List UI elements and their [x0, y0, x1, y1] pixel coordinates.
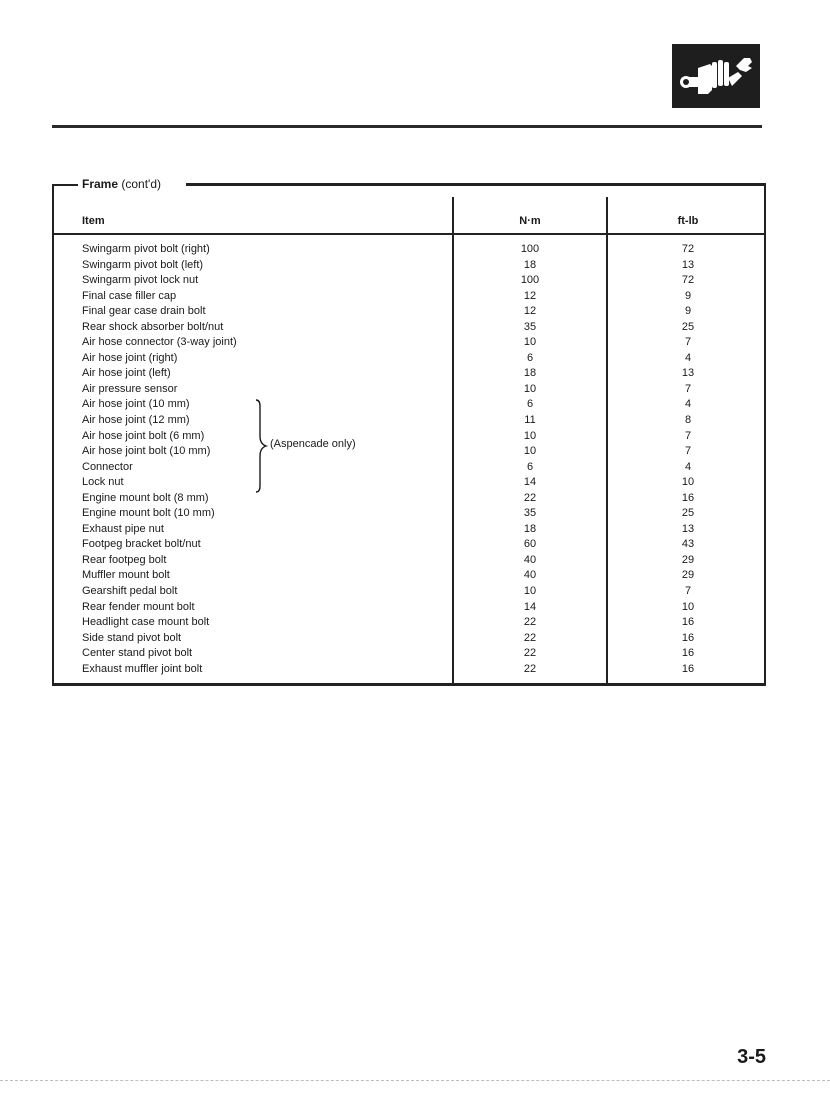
table-row	[0, 615, 830, 631]
table-row	[0, 631, 830, 647]
table-row	[0, 366, 830, 382]
cell-ftlb: 8	[684, 414, 692, 427]
cell-ftlb: 9	[684, 289, 692, 302]
table-body	[0, 242, 830, 677]
cell-item: Final case filler cap	[82, 289, 177, 302]
cell-nm: 100	[520, 274, 540, 287]
cell-nm: 40	[523, 553, 537, 566]
cell-item: Swingarm pivot lock nut	[82, 274, 199, 287]
table-row	[0, 491, 830, 507]
cell-item: Gearshift pedal bolt	[82, 585, 178, 598]
group-brace	[244, 398, 268, 499]
cell-item: Connector	[82, 460, 133, 473]
table-row	[0, 444, 830, 460]
cell-ftlb: 16	[681, 631, 695, 644]
cell-ftlb: 72	[681, 274, 695, 287]
table-row	[0, 568, 830, 584]
cell-nm: 22	[523, 662, 537, 675]
table-row	[0, 335, 830, 351]
table-row	[0, 600, 830, 616]
table-row	[0, 289, 830, 305]
cell-nm: 10	[523, 429, 537, 442]
cell-ftlb: 25	[681, 507, 695, 520]
table-row	[0, 320, 830, 336]
cell-nm: 22	[523, 491, 537, 504]
cell-nm: 10	[523, 585, 537, 598]
cell-item: Air hose joint (right)	[82, 351, 178, 364]
cell-nm: 12	[523, 289, 537, 302]
table-row	[0, 413, 830, 429]
cell-item: Headlight case mount bolt	[82, 616, 210, 629]
cell-item: Engine mount bolt (10 mm)	[82, 507, 215, 520]
table-row	[0, 522, 830, 538]
cell-nm: 12	[523, 305, 537, 318]
cell-ftlb: 9	[684, 305, 692, 318]
cell-ftlb: 25	[681, 320, 695, 333]
cell-ftlb: 13	[681, 522, 695, 535]
table-row	[0, 242, 830, 258]
cell-ftlb: 7	[684, 445, 692, 458]
cell-item: Air pressure sensor	[82, 382, 178, 395]
cell-item: Footpeg bracket bolt/nut	[82, 538, 201, 551]
cell-ftlb: 10	[681, 600, 695, 613]
table-row	[0, 351, 830, 367]
table-row	[0, 258, 830, 274]
cell-item: Air hose connector (3-way joint)	[82, 336, 237, 349]
cell-ftlb: 72	[681, 243, 695, 255]
cell-nm: 6	[526, 351, 534, 364]
cell-nm: 10	[523, 336, 537, 349]
cell-ftlb: 13	[681, 258, 695, 271]
cell-nm: 35	[523, 507, 537, 520]
frame-top-border-right	[186, 183, 766, 186]
cell-item: Final gear case drain bolt	[82, 305, 206, 318]
table-row	[0, 382, 830, 398]
cell-item: Air hose joint (10 mm)	[82, 398, 190, 411]
footer-rule	[0, 1080, 830, 1081]
cell-ftlb: 29	[681, 569, 695, 582]
cell-ftlb: 13	[681, 367, 695, 380]
cell-ftlb: 7	[684, 585, 692, 598]
cell-ftlb: 10	[681, 476, 695, 489]
cell-item: Lock nut	[82, 476, 124, 489]
cell-item: Swingarm pivot bolt (left)	[82, 258, 204, 271]
page-number: 3-5	[737, 1046, 766, 1068]
cell-item: Swingarm pivot bolt (right)	[82, 243, 210, 255]
table-row	[0, 304, 830, 320]
cell-ftlb: 16	[681, 647, 695, 660]
table-row	[0, 460, 830, 476]
header-rule	[52, 125, 762, 128]
table-row	[0, 584, 830, 600]
table-row	[0, 475, 830, 491]
cell-ftlb: 4	[684, 460, 692, 473]
cell-ftlb: 7	[684, 336, 692, 349]
cell-item: Muffler mount bolt	[82, 569, 170, 582]
cell-nm: 60	[523, 538, 537, 551]
cell-ftlb: 7	[684, 429, 692, 442]
section-title-main: Frame	[82, 177, 119, 191]
column-header-nm: N·m	[519, 215, 541, 227]
cell-ftlb: 16	[681, 616, 695, 629]
cell-item: Rear fender mount bolt	[82, 600, 195, 613]
cell-nm: 10	[523, 382, 537, 395]
cell-nm: 40	[523, 569, 537, 582]
cell-nm: 35	[523, 320, 537, 333]
cell-ftlb: 16	[681, 662, 695, 675]
table-row	[0, 662, 830, 678]
cell-ftlb: 4	[684, 398, 692, 411]
table-row	[0, 553, 830, 569]
cell-item: Rear shock absorber bolt/nut	[82, 320, 224, 333]
cell-item: Rear footpeg bolt	[82, 553, 167, 566]
table-row	[0, 397, 830, 413]
header-divider	[54, 233, 764, 235]
cell-item: Exhaust pipe nut	[82, 522, 164, 535]
table-row	[0, 273, 830, 289]
cell-nm: 18	[523, 367, 537, 380]
cell-item: Exhaust muffler joint bolt	[82, 662, 203, 675]
cell-nm: 22	[523, 631, 537, 644]
table-row	[0, 506, 830, 522]
frame-top-border-left	[52, 184, 78, 186]
cell-nm: 11	[524, 414, 536, 427]
cell-ftlb: 43	[681, 538, 695, 551]
table-row	[0, 429, 830, 445]
group-note-aspencade: (Aspencade only)	[270, 438, 356, 450]
cell-nm: 6	[526, 398, 534, 411]
cell-ftlb: 16	[681, 491, 695, 504]
cell-nm: 6	[526, 460, 534, 473]
cell-item: Engine mount bolt (8 mm)	[82, 491, 209, 504]
column-header-ftlb: ft-lb	[677, 215, 699, 227]
cell-item: Center stand pivot bolt	[82, 647, 193, 660]
cell-item: Air hose joint bolt (10 mm)	[82, 445, 211, 458]
cell-nm: 100	[520, 243, 540, 255]
cell-nm: 10	[523, 445, 537, 458]
cell-item: Air hose joint bolt (6 mm)	[82, 429, 205, 442]
section-title	[80, 177, 163, 191]
cell-nm: 22	[523, 647, 537, 660]
cell-item: Side stand pivot bolt	[82, 631, 182, 644]
table-row	[0, 646, 830, 662]
cell-nm: 18	[523, 522, 537, 535]
cell-item: Air hose joint (12 mm)	[82, 414, 190, 427]
section-title-suffix: (cont'd)	[121, 177, 162, 191]
cell-nm: 18	[523, 258, 537, 271]
wrench-hand-icon	[672, 44, 760, 108]
cell-ftlb: 7	[684, 382, 692, 395]
cell-nm: 22	[523, 616, 537, 629]
table-row	[0, 537, 830, 553]
cell-ftlb: 29	[681, 553, 695, 566]
cell-ftlb: 4	[684, 351, 692, 364]
cell-nm: 14	[523, 476, 537, 489]
column-header-item: Item	[82, 215, 105, 227]
cell-item: Air hose joint (left)	[82, 367, 171, 380]
cell-nm: 14	[523, 600, 537, 613]
